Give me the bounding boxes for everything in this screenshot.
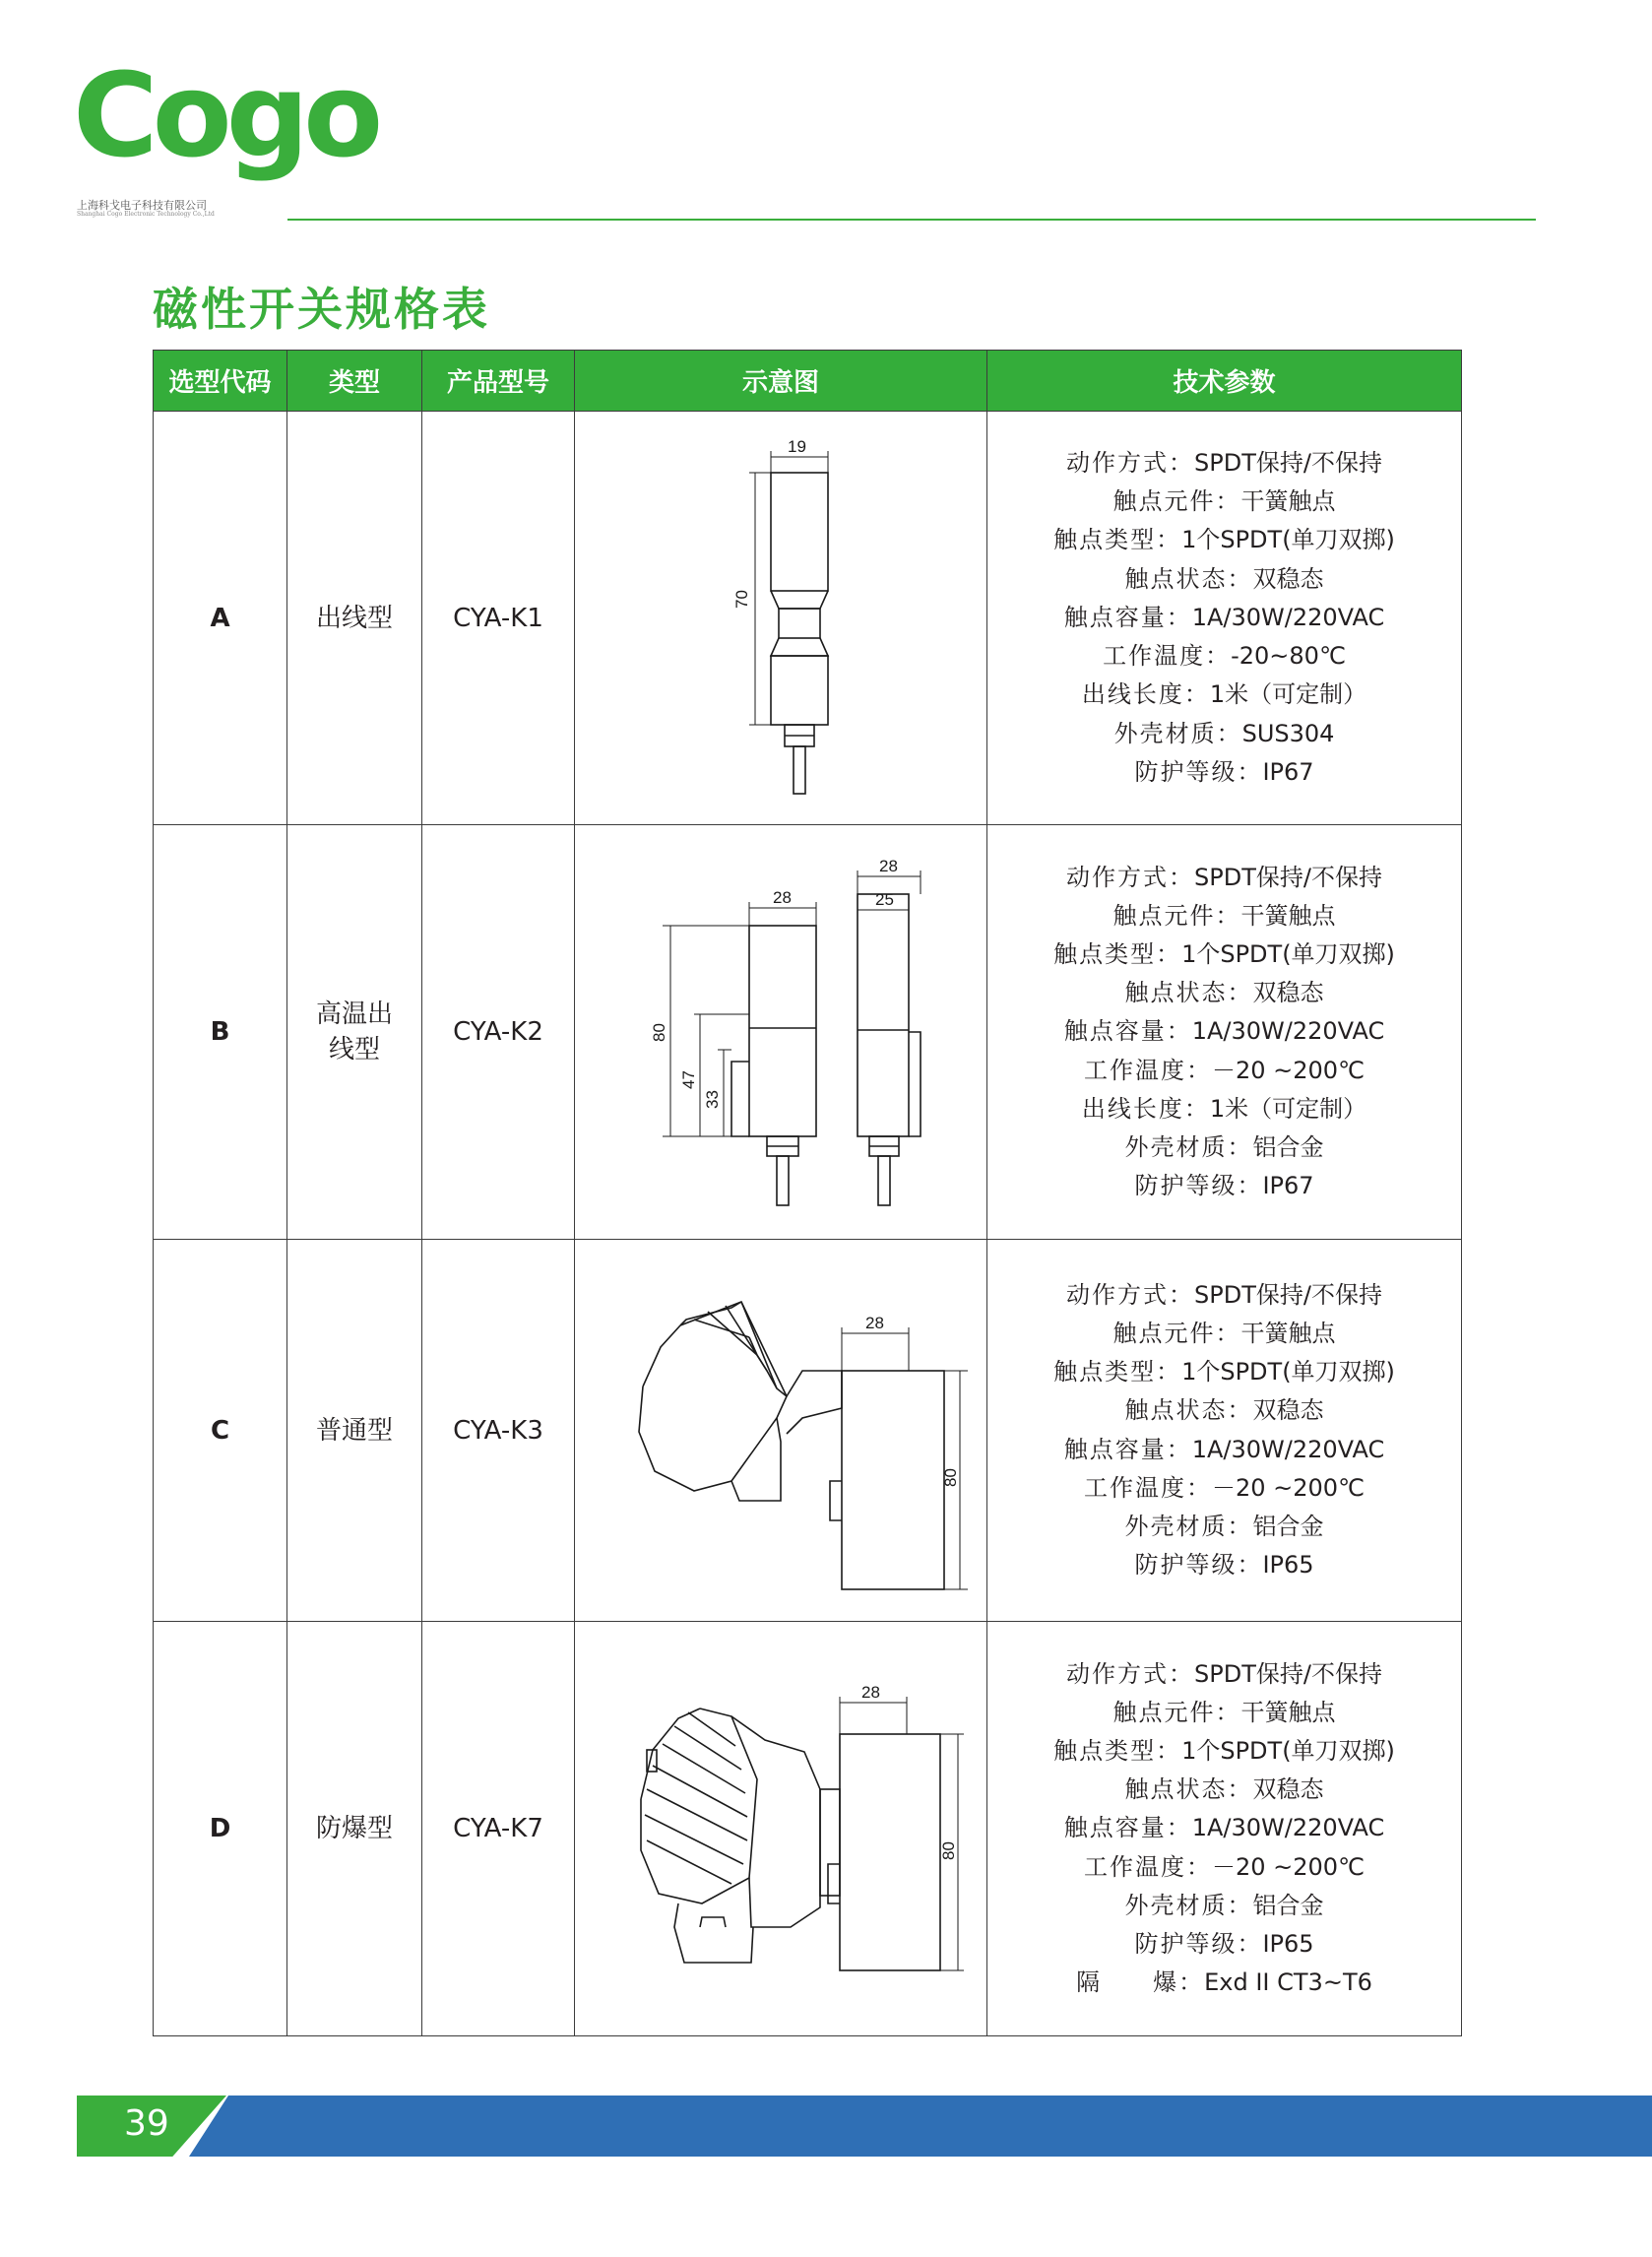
row-params <box>987 412 1462 825</box>
param-item: 触点状态：双稳态 <box>1124 1396 1324 1425</box>
cogo-logo <box>73 47 378 226</box>
param-item: 工作温度：－20 ~200℃ <box>1083 1852 1366 1881</box>
param-item: 动作方式：SPDT保持/不保持 <box>1066 863 1382 891</box>
diagram-cya-k7 <box>584 1632 978 2026</box>
dim-label: 70 <box>732 589 751 609</box>
row-type <box>287 825 422 1240</box>
dim-label: 28 <box>879 857 898 875</box>
param-item: 触点状态：双稳态 <box>1124 979 1324 1007</box>
param-item: 触点容量：1A/30W/220VAC <box>1063 603 1385 631</box>
header-divider <box>287 219 1536 221</box>
table-row <box>154 825 1462 1240</box>
row-type <box>287 1240 422 1622</box>
dim-label: 25 <box>875 890 894 909</box>
param-item: 触点状态：双稳态 <box>1124 564 1324 593</box>
row-code: C <box>154 1240 287 1622</box>
row-diagram <box>575 1622 987 2036</box>
row-type <box>287 1622 422 2036</box>
header-type: 类型 <box>287 351 422 412</box>
param-item: 隔 爆：Exd II CT3~T6 <box>1076 1968 1372 1997</box>
table-row <box>154 412 1462 825</box>
dim-label: 28 <box>861 1683 880 1702</box>
row-code: D <box>154 1622 287 2036</box>
logo-wordmark: Cogo <box>73 47 378 183</box>
spec-table <box>153 350 1462 2036</box>
param-item: 触点类型：1个SPDT(单刀双掷) <box>1053 1358 1395 1386</box>
logo-company-cn: 上海科戈电子科技有限公司 <box>77 199 207 212</box>
param-item: 触点容量：1A/30W/220VAC <box>1063 1814 1385 1842</box>
header-code: 选型代码 <box>154 351 287 412</box>
row-type-label: 普通型 <box>315 1415 393 1446</box>
param-item: 出线长度：1米（可定制） <box>1081 680 1367 709</box>
param-item: 动作方式：SPDT保持/不保持 <box>1066 1280 1382 1309</box>
header-params: 技术参数 <box>987 351 1462 412</box>
dim-label: 47 <box>679 1070 698 1089</box>
row-diagram <box>575 825 987 1240</box>
row-diagram <box>575 1240 987 1622</box>
header-diagram: 示意图 <box>575 351 987 412</box>
param-item: 触点容量：1A/30W/220VAC <box>1063 1017 1385 1046</box>
row-model: CYA-K1 <box>422 412 575 825</box>
diagram-cya-k3 <box>584 1249 978 1613</box>
footer-blue-band <box>189 2096 1652 2157</box>
page-title: 磁性开关规格表 <box>153 283 490 336</box>
param-item: 触点类型：1个SPDT(单刀双掷) <box>1053 526 1395 554</box>
row-code: B <box>154 825 287 1240</box>
row-model: CYA-K2 <box>422 825 575 1240</box>
page-number: 39 <box>124 2103 169 2144</box>
row-model: CYA-K3 <box>422 1240 575 1622</box>
diagram-cya-k2 <box>584 835 978 1229</box>
diagram-cya-k1 <box>584 421 978 815</box>
param-item: 触点状态：双稳态 <box>1124 1775 1324 1804</box>
row-code: A <box>154 412 287 825</box>
param-item: 触点元件：干簧触点 <box>1112 1698 1336 1726</box>
row-type <box>287 412 422 825</box>
param-item: 触点容量：1A/30W/220VAC <box>1063 1435 1385 1463</box>
row-params <box>987 1240 1462 1622</box>
dim-label: 80 <box>941 1467 960 1487</box>
param-item: 外壳材质：铝合金 <box>1124 1133 1324 1161</box>
param-item: 动作方式：SPDT保持/不保持 <box>1066 1659 1382 1688</box>
table-row <box>154 1622 1462 2036</box>
row-diagram <box>575 412 987 825</box>
row-model: CYA-K7 <box>422 1622 575 2036</box>
param-item: 防护等级：IP67 <box>1134 1172 1314 1200</box>
param-item: 出线长度：1米（可定制） <box>1081 1094 1367 1123</box>
param-item: 防护等级：IP65 <box>1134 1930 1314 1958</box>
table-header-row <box>154 351 1462 412</box>
param-item: 触点元件：干簧触点 <box>1112 487 1336 516</box>
dim-label: 33 <box>703 1090 722 1109</box>
dim-label: 80 <box>939 1841 958 1860</box>
row-type-label: 出线型 <box>315 603 393 633</box>
row-type-label: 防爆型 <box>315 1814 393 1843</box>
dim-label: 28 <box>865 1313 884 1332</box>
param-item: 防护等级：IP65 <box>1134 1551 1314 1580</box>
dim-label: 80 <box>650 1023 668 1042</box>
param-item: 工作温度：－20 ~200℃ <box>1083 1473 1366 1502</box>
dim-label: 19 <box>788 436 806 456</box>
param-item: 触点元件：干簧触点 <box>1112 1319 1336 1347</box>
param-item: 外壳材质：SUS304 <box>1113 719 1335 747</box>
param-item: 工作温度：－20 ~200℃ <box>1083 1056 1366 1084</box>
param-item: 动作方式：SPDT保持/不保持 <box>1066 449 1382 478</box>
param-item: 外壳材质：铝合金 <box>1124 1891 1324 1919</box>
param-item: 外壳材质：铝合金 <box>1124 1512 1324 1540</box>
row-params <box>987 1622 1462 2036</box>
dim-label: 28 <box>773 888 792 907</box>
table-row <box>154 1240 1462 1622</box>
param-item: 触点类型：1个SPDT(单刀双掷) <box>1053 939 1395 968</box>
param-item: 触点元件：干簧触点 <box>1112 901 1336 930</box>
row-type-label: 高温出线型 <box>315 1000 393 1064</box>
param-item: 工作温度：-20~80℃ <box>1103 642 1346 671</box>
logo-company-en: Shanghai Cogo Electronic Technology Co.,Ltd <box>77 211 215 218</box>
header-model: 产品型号 <box>422 351 575 412</box>
param-item: 触点类型：1个SPDT(单刀双掷) <box>1053 1736 1395 1765</box>
row-params <box>987 825 1462 1240</box>
param-item: 防护等级：IP67 <box>1134 757 1314 786</box>
